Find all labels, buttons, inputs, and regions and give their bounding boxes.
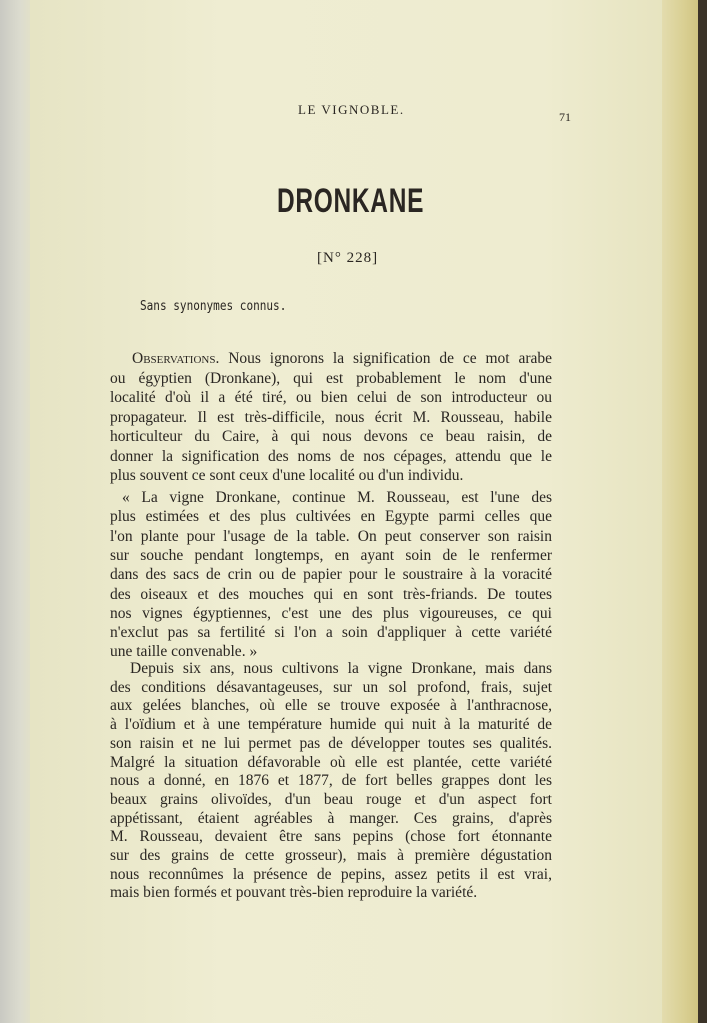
variety-number: [N° 228] (317, 250, 379, 266)
text-line: Observations. Nous ignorons la signification de ce mot arabe (132, 350, 552, 367)
text-line: ou égyptien (Dronkane), qui est probablement le nom d'une (110, 369, 552, 387)
text-line: sur des grains de cette grosseur), mais à première dégustation (110, 847, 552, 864)
text-line: donner la signification des noms de nos cépages, attendu que le (110, 447, 552, 465)
text-line: nous reconnûmes la présence de pepins, assez petits il est vrai, (110, 865, 552, 883)
text-line: n'exclut pas sa fertilité si l'on a soin d'appliquer à cette variété (110, 624, 552, 642)
page-title: DRONKANE (276, 182, 425, 220)
text-line: son raisin et ne lui permet pas de développer toutes ses qualités. (110, 734, 552, 752)
text-line: nos vignes égyptiennes, c'est une des plus vigoureuses, ce qui (110, 604, 552, 622)
book-cover-edge (698, 0, 707, 1023)
text-line: l'on plante pour l'usage de la table. On peut conserver son raisin (110, 527, 552, 545)
text-line: des conditions désavantageuses, sur un sol profond, frais, sujet (110, 678, 552, 696)
text-line: propagateur. Il est très-difficile, nous écrit M. Rousseau, habile (110, 408, 552, 426)
text-line: Depuis six ans, nous cultivons la vigne Dronkane, mais dans (130, 660, 552, 677)
text-line: dans des sacs de crin ou de papier pour le soustraire à la voracité (110, 566, 552, 584)
text-line: des oiseaux et des mouches qui en sont très-friands. De toutes (110, 585, 552, 603)
page-edge-left (0, 0, 34, 1023)
text-line: une taille convenable. » (110, 643, 258, 661)
text-line: aux gelées blanches, où elle se trouve exposée à l'anthracnose, (110, 697, 552, 715)
running-head: LE VIGNOBLE. (298, 102, 405, 117)
text-line: nous a donné, en 1876 et 1877, de fort belles grappes dont les (110, 772, 552, 790)
text-line: plus estimées et des plus cultivées en Egypte parmi celles que (110, 508, 552, 526)
text-line: plus souvent ce sont ceux d'une localité ou d'un individu. (110, 467, 464, 484)
text-line: « La vigne Dronkane, continue M. Rousseau, est l'une des (122, 489, 552, 506)
text-line: Malgré la situation défavorable où elle est plantée, cette variété (110, 753, 552, 771)
text-line: sur souche pendant longtemps, en ayant soin de le renfermer (110, 546, 552, 564)
page-number: 71 (559, 110, 571, 124)
book-page (30, 0, 670, 1023)
text-line: beaux grains olivoïdes, d'un beau rouge et d'un aspect fort (110, 790, 552, 808)
text-line: appétissant, étaient agréables à manger. Ces grains, d'après (110, 809, 552, 827)
text-line: mais bien formés et pouvant très-bien reproduire la variété. (110, 884, 478, 902)
synonyms-line: Sans synonymes connus. (140, 299, 287, 314)
text-line: horticulteur du Caire, à qui nous devons ce beau raisin, de (110, 428, 552, 445)
lead-word: Observations. (132, 350, 220, 367)
text-line: à l'oïdium et à une température humide qui nuit à la maturité de (110, 716, 552, 734)
text-line: localité d'où il a été tiré, ou bien celui de son introducteur ou (110, 389, 552, 406)
text-line: M. Rousseau, devaient être sans pepins (chose fort étonnante (110, 828, 552, 846)
